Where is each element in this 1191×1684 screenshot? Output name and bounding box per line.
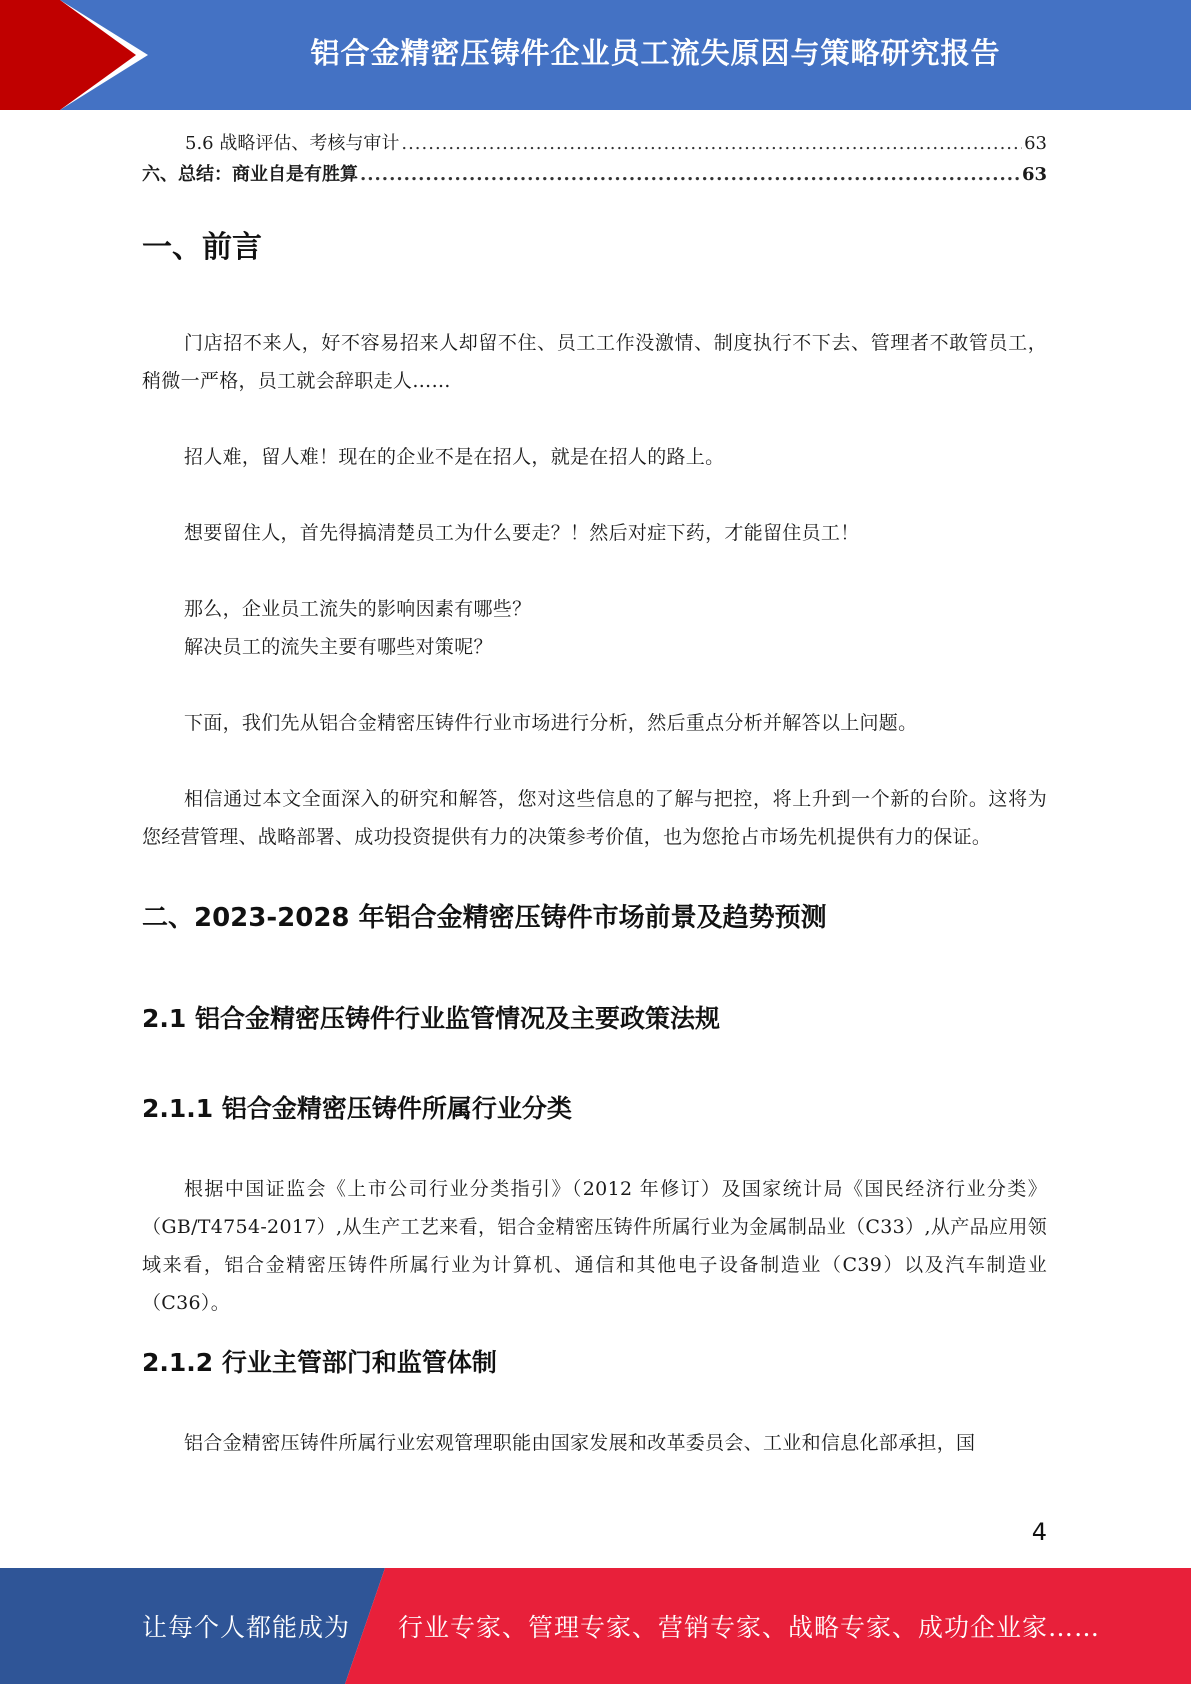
paragraph: 相信通过本文全面深入的研究和解答，您对这些信息的了解与把控，将上升到一个新的台阶。这将为您经营管理、战略部署、成功投资提供有力的决策参考价值，也为您抢占市场先机提供有力的保证。 [142, 788, 1047, 848]
toc-entry-label: 5.6 战略评估、考核与审计 [185, 133, 400, 154]
paragraph: 招人难，留人难！现在的企业不是在招人，就是在招人的路上。 [184, 446, 725, 468]
toc-entry-page: 63 [1021, 164, 1047, 185]
toc-leader-dots [360, 159, 1020, 190]
subsection-heading: 2.1.2 行业主管部门和监管体制 [142, 1348, 497, 1377]
header-band [0, 0, 1191, 110]
header-arrow-decoration [0, 0, 160, 110]
chapter-heading: 二、2023-2028 年铝合金精密压铸件市场前景及趋势预测 [142, 903, 827, 933]
page-number: 4 [1031, 1518, 1047, 1546]
section-heading: 2.1 铝合金精密压铸件行业监管情况及主要政策法规 [142, 1004, 720, 1033]
paragraph: 那么，企业员工流失的影响因素有哪些？ [184, 598, 532, 620]
paragraph: 根据中国证监会《上市公司行业分类指引》（2012 年修订）及国家统计局《国民经济行业分类》（GB/T4754-2017）,从生产工艺来看，铝合金精密压铸件所属行业为金属制品业（C33）,从产品应用领域来看，铝合金精密压铸件所属行业为计算机、通信和其他电子设备制造业（C39）以及汽车制造业（C36）。 [142, 1178, 1047, 1314]
document-title: 铝合金精密压铸件企业员工流失原因与策略研究报告 [310, 35, 1001, 70]
paragraph: 铝合金精密压铸件所属行业宏观管理职能由国家发展和改革委员会、工业和信息化部承担，国 [184, 1432, 976, 1454]
toc-entry[interactable] [142, 128, 1047, 159]
footer-slogan-right: 行业专家、管理专家、营销专家、战略专家、成功企业家…… [398, 1613, 1101, 1642]
paragraph: 想要留住人，首先得搞清楚员工为什么要走？！然后对症下药，才能留住员工！ [184, 522, 860, 544]
toc-entry[interactable] [142, 159, 1047, 190]
footer-band [0, 1568, 1191, 1684]
toc-entry-page: 63 [1024, 133, 1047, 154]
paragraph: 门店招不来人，好不容易招来人却留不住、员工工作没激情、制度执行不下去、管理者不敢管员工，稍微一严格，员工就会辞职走人…… [142, 332, 1047, 392]
subsection-heading: 2.1.1 铝合金精密压铸件所属行业分类 [142, 1094, 572, 1123]
page-content [142, 128, 1047, 1462]
paragraph: 下面，我们先从铝合金精密压铸件行业市场进行分析，然后重点分析并解答以上问题。 [184, 712, 918, 734]
toc-entry-label: 六、总结：商业自是有胜算 [142, 164, 358, 185]
section-heading-preface: 一、前言 [142, 230, 262, 265]
toc-leader-dots [401, 128, 1022, 159]
footer-slogan-left: 让每个人都能成为 [142, 1613, 351, 1642]
paragraph: 解决员工的流失主要有哪些对策呢？ [184, 636, 493, 658]
